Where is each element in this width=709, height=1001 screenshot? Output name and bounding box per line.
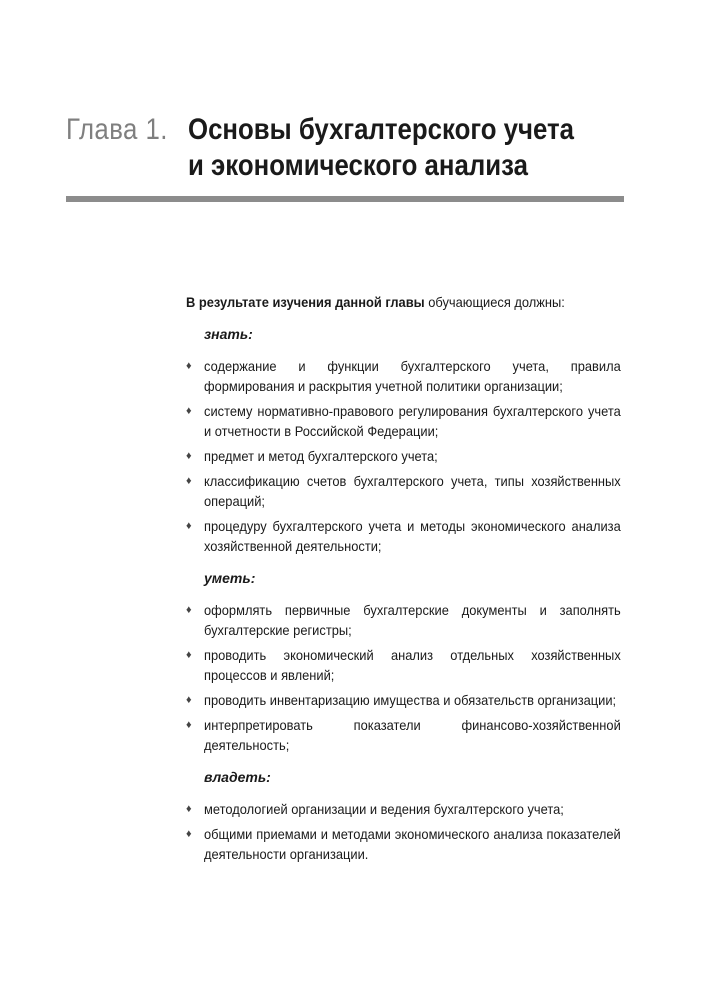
list-item-text: проводить экономический анализ отдельных хозяйственных процессов и явлений;: [204, 647, 621, 683]
list-item-text: предмет и метод бухгалтерского учета;: [204, 448, 438, 464]
list-able: [186, 600, 624, 755]
diamond-bullet-icon: ♦: [186, 803, 192, 815]
diamond-bullet-icon: ♦: [186, 360, 192, 372]
intro-bold: В результате изучения данной главы: [186, 294, 425, 310]
intro-paragraph: [186, 292, 589, 312]
list-item-text: содержание и функции бухгалтерского учета, правила формирования и раскрытия учетной политики организации;: [204, 358, 621, 394]
diamond-bullet-icon: ♦: [186, 520, 192, 532]
chapter-title: [188, 112, 574, 184]
list-item: [186, 446, 624, 466]
chapter-title-line-2: и экономического анализа: [188, 149, 528, 182]
diamond-bullet-icon: ♦: [186, 649, 192, 661]
list-item-text: процедуру бухгалтерского учета и методы экономического анализа хозяйственной деятельности;: [204, 518, 621, 554]
chapter-number: Глава 1.: [66, 113, 168, 146]
list-item: [186, 401, 624, 441]
list-know: [186, 356, 624, 556]
intro-rest: обучающиеся должны:: [424, 294, 565, 310]
section-title-able: уметь:: [204, 570, 256, 586]
section-title-master: владеть:: [204, 769, 271, 785]
diamond-bullet-icon: ♦: [186, 450, 192, 462]
list-item-text: классификацию счетов бухгалтерского учета, типы хозяйственных операций;: [204, 473, 621, 509]
list-item-text: оформлять первичные бухгалтерские документы и заполнять бухгалтерские регистры;: [204, 602, 621, 638]
heading-divider: [66, 196, 624, 202]
list-item: [186, 516, 624, 556]
diamond-bullet-icon: ♦: [186, 405, 192, 417]
diamond-bullet-icon: ♦: [186, 604, 192, 616]
list-item: [186, 600, 624, 640]
list-item: [186, 356, 624, 396]
list-item: [186, 824, 624, 864]
list-item: [186, 471, 624, 511]
list-master: [186, 799, 624, 864]
list-item-text: проводить инвентаризацию имущества и обязательств организации;: [204, 692, 617, 708]
list-item: [186, 799, 624, 819]
list-item-text: методологией организации и ведения бухгалтерского учета;: [204, 801, 564, 817]
list-item-text: интерпретировать показатели финансово-хозяйственной деятельность;: [204, 717, 621, 753]
list-item-text: систему нормативно-правового регулирования бухгалтерского учета и отчетности в Российской Федерации;: [204, 403, 621, 439]
diamond-bullet-icon: ♦: [186, 694, 192, 706]
list-item: [186, 715, 624, 755]
diamond-bullet-icon: ♦: [186, 828, 192, 840]
chapter-title-line-1: Основы бухгалтерского учета: [188, 113, 574, 146]
diamond-bullet-icon: ♦: [186, 719, 192, 731]
list-item-text: общими приемами и методами экономического анализа показателей деятельности организации.: [204, 826, 621, 862]
list-item: [186, 645, 624, 685]
list-item: [186, 690, 624, 710]
diamond-bullet-icon: ♦: [186, 475, 192, 487]
section-title-know: знать:: [204, 326, 253, 342]
learning-outcomes: [186, 292, 624, 869]
